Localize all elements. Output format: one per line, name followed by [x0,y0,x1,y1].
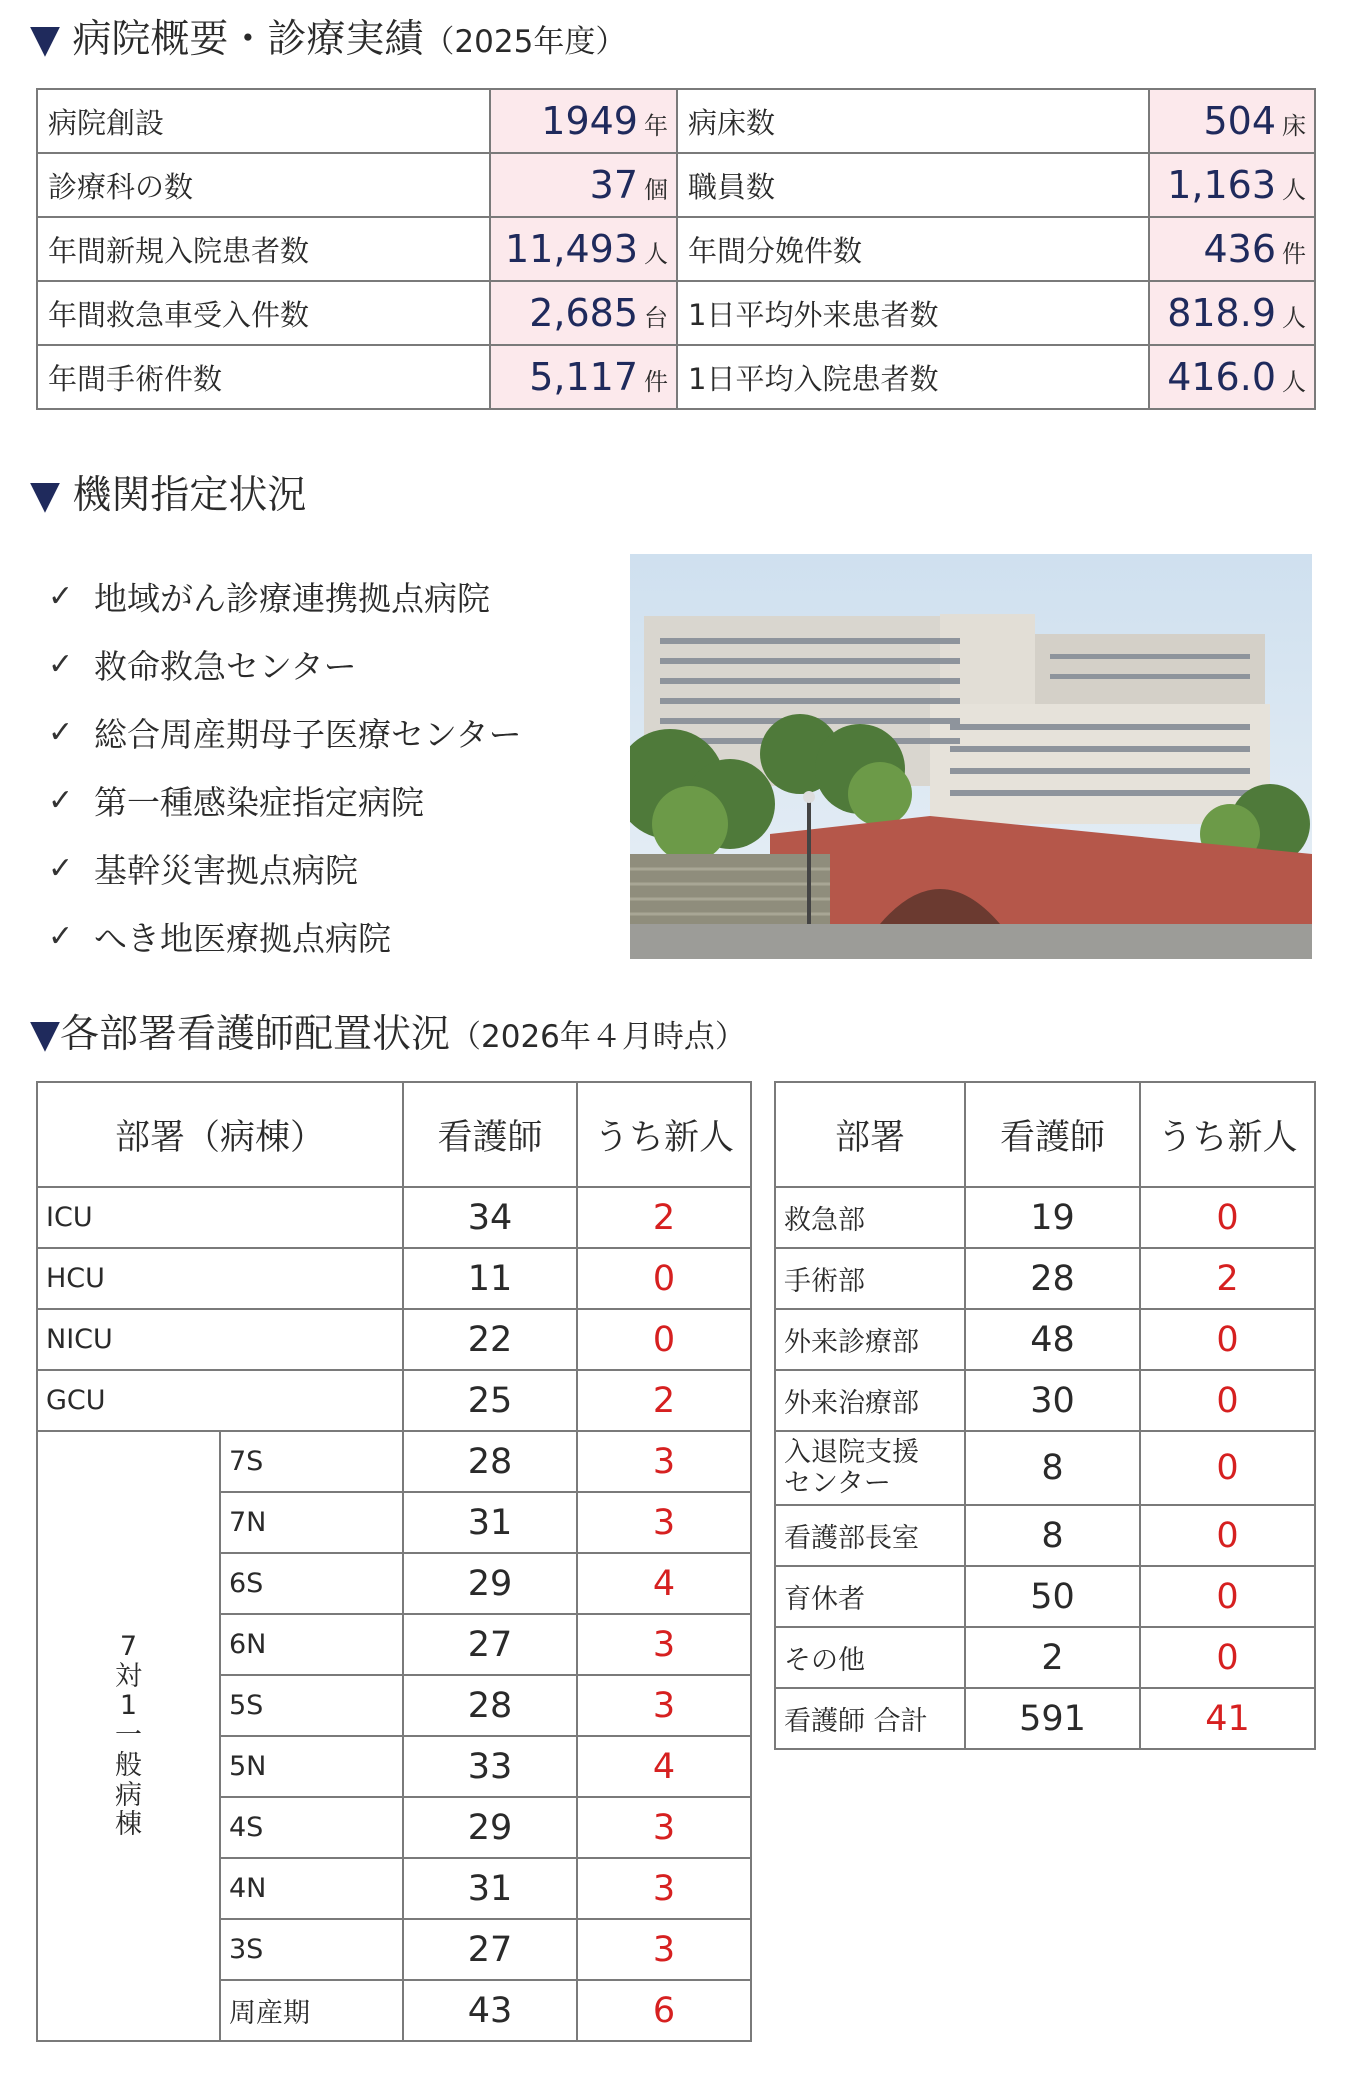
department-name: 入退院支援 センター [775,1431,965,1505]
department-name: HCU [37,1248,403,1309]
new-nurse-count: 4 [577,1736,751,1797]
table-row [775,1688,1315,1749]
overview-value-cell [490,217,677,281]
overview-value: 818.9 [1167,291,1276,335]
new-nurse-count: 3 [577,1858,751,1919]
designation-label: 総合周産期母子医療センター [94,714,522,754]
new-nurse-count: 4 [577,1553,751,1614]
overview-value: 2,685 [529,291,638,335]
table-header-row [37,1082,751,1187]
department-name: 外来治療部 [775,1370,965,1431]
overview-heading: ▼ 病院概要・診療実績（2025年度） [30,17,627,62]
header-department: 部署 [775,1082,965,1187]
designation-item [48,902,522,970]
hospital-building-image [630,554,1312,959]
table-row [37,1309,751,1370]
triangle-down-icon: ▼ [30,473,60,518]
nurse-count: 27 [403,1919,577,1980]
new-nurse-count: 0 [577,1248,751,1309]
overview-unit: 件 [644,368,668,396]
department-name: 救急部 [775,1187,965,1248]
new-nurse-count: 0 [1140,1566,1315,1627]
overview-value: 11,493 [505,227,638,271]
new-nurse-count: 3 [577,1614,751,1675]
overview-value: 416.0 [1167,355,1276,399]
designation-label: へき地医療拠点病院 [94,918,391,958]
overview-value: 5,117 [529,355,638,399]
overview-unit: 個 [644,176,668,204]
nurse-count: 50 [965,1566,1140,1627]
header-new-nurses: うち新人 [1140,1082,1315,1187]
table-row [37,1370,751,1431]
overview-row [37,89,1315,153]
overview-value-cell [1149,345,1315,409]
designation-item [48,698,522,766]
triangle-down-icon: ▼ [30,1012,60,1057]
designation-item [48,562,522,630]
nurse-count: 22 [403,1309,577,1370]
overview-label: 年間手術件数 [37,345,490,409]
new-nurse-count: 2 [1140,1248,1315,1309]
overview-value-cell [490,345,677,409]
nurse-count: 29 [403,1553,577,1614]
overview-label: 1日平均外来患者数 [677,281,1149,345]
new-nurse-count: 3 [577,1919,751,1980]
ward-name: 7S [220,1431,403,1492]
nurse-count: 28 [403,1431,577,1492]
overview-value: 1,163 [1167,163,1276,207]
department-name: その他 [775,1627,965,1688]
overview-value-cell [1149,217,1315,281]
nurse-count: 19 [965,1187,1140,1248]
overview-label: 病院創設 [37,89,490,153]
header-department: 部署（病棟） [37,1082,403,1187]
new-nurse-count: 3 [577,1492,751,1553]
table-row [775,1248,1315,1309]
overview-label: 年間新規入院患者数 [37,217,490,281]
designation-item [48,766,522,834]
ward-name: 4S [220,1797,403,1858]
overview-row [37,281,1315,345]
table-row [775,1309,1315,1370]
designation-label: 基幹災害拠点病院 [94,850,358,890]
table-header-row [775,1082,1315,1187]
designation-item [48,834,522,902]
check-icon: ✓ [48,578,74,614]
nurse-table-wards [36,1081,752,2042]
nurse-count: 591 [965,1688,1140,1749]
table-row [775,1431,1315,1505]
ward-name: 3S [220,1919,403,1980]
nurse-count: 29 [403,1797,577,1858]
check-icon: ✓ [48,918,74,954]
department-name: GCU [37,1370,403,1431]
overview-value: 1949 [541,99,638,143]
nurse-count: 2 [965,1627,1140,1688]
overview-value: 504 [1203,99,1276,143]
overview-value-cell [490,89,677,153]
nurse-count: 48 [965,1309,1140,1370]
new-nurse-count: 6 [577,1980,751,2041]
ward-name: 周産期 [220,1980,403,2041]
department-name: ICU [37,1187,403,1248]
table-row [37,1187,751,1248]
nurse-count: 43 [403,1980,577,2041]
overview-unit: 台 [644,304,668,332]
overview-table [36,88,1316,410]
new-nurse-count: 3 [577,1675,751,1736]
overview-label: 1日平均入院患者数 [677,345,1149,409]
table-row [775,1627,1315,1688]
department-name: 育休者 [775,1566,965,1627]
header-nurses: 看護師 [403,1082,577,1187]
check-icon: ✓ [48,646,74,682]
nurse-count: 28 [965,1248,1140,1309]
department-name: 看護師 合計 [775,1688,965,1749]
nurse-count: 27 [403,1614,577,1675]
table-row [37,1248,751,1309]
overview-label: 診療科の数 [37,153,490,217]
nurse-count: 8 [965,1431,1140,1505]
overview-value-cell [1149,153,1315,217]
nurse-count: 25 [403,1370,577,1431]
nurse-count: 34 [403,1187,577,1248]
designation-heading: ▼ 機関指定状況 [30,473,307,518]
nurse-heading: ▼各部署看護師配置状況（2026年４月時点） [30,1012,746,1057]
overview-unit: 年 [644,112,668,140]
table-row [775,1566,1315,1627]
overview-unit: 床 [1282,112,1306,140]
triangle-down-icon: ▼ [30,17,60,62]
nurse-count: 30 [965,1370,1140,1431]
designation-list [48,562,522,970]
nurse-table-departments [774,1081,1316,1750]
overview-label: 年間分娩件数 [677,217,1149,281]
designation-label: 地域がん診療連携拠点病院 [94,578,490,618]
designation-label: 救命救急センター [94,646,357,686]
new-nurse-count: 0 [1140,1370,1315,1431]
overview-label: 病床数 [677,89,1149,153]
designation-item [48,630,522,698]
overview-row [37,345,1315,409]
new-nurse-count: 41 [1140,1688,1315,1749]
new-nurse-count: 0 [1140,1187,1315,1248]
ward-name: 6S [220,1553,403,1614]
new-nurse-count: 2 [577,1370,751,1431]
ward-name: 6N [220,1614,403,1675]
department-name: 外来診療部 [775,1309,965,1370]
ward-name: 7N [220,1492,403,1553]
new-nurse-count: 2 [577,1187,751,1248]
overview-unit: 人 [1282,368,1306,396]
table-row [775,1370,1315,1431]
overview-row [37,217,1315,281]
overview-unit: 人 [644,240,668,268]
overview-value-cell [1149,281,1315,345]
new-nurse-count: 0 [1140,1627,1315,1688]
table-row [37,1431,751,1492]
table-row [775,1505,1315,1566]
new-nurse-count: 0 [1140,1309,1315,1370]
overview-unit: 件 [1282,240,1306,268]
check-icon: ✓ [48,714,74,750]
overview-value: 436 [1203,227,1276,271]
overview-label: 年間救急車受入件数 [37,281,490,345]
overview-label: 職員数 [677,153,1149,217]
table-row [775,1187,1315,1248]
hospital-photo [630,554,1312,959]
header-new-nurses: うち新人 [577,1082,751,1187]
new-nurse-count: 0 [1140,1431,1315,1505]
department-name: NICU [37,1309,403,1370]
overview-value: 37 [589,163,638,207]
department-name: 手術部 [775,1248,965,1309]
nurse-count: 33 [403,1736,577,1797]
overview-value-cell [490,281,677,345]
ward-name: 5S [220,1675,403,1736]
nurse-count: 11 [403,1248,577,1309]
nurse-count: 31 [403,1858,577,1919]
new-nurse-count: 0 [577,1309,751,1370]
overview-value-cell [490,153,677,217]
ward-name: 5N [220,1736,403,1797]
overview-unit: 人 [1282,176,1306,204]
check-icon: ✓ [48,850,74,886]
check-icon: ✓ [48,782,74,818]
designation-label: 第一種感染症指定病院 [94,782,424,822]
ward-name: 4N [220,1858,403,1919]
department-name: 看護部長室 [775,1505,965,1566]
new-nurse-count: 3 [577,1797,751,1858]
header-nurses: 看護師 [965,1082,1140,1187]
overview-value-cell [1149,89,1315,153]
overview-unit: 人 [1282,304,1306,332]
overview-row [37,153,1315,217]
new-nurse-count: 0 [1140,1505,1315,1566]
nurse-count: 28 [403,1675,577,1736]
nurse-count: 8 [965,1505,1140,1566]
nurse-count: 31 [403,1492,577,1553]
ward-group-label: 7 対 1 一 般 病 棟 [37,1431,220,2041]
new-nurse-count: 3 [577,1431,751,1492]
